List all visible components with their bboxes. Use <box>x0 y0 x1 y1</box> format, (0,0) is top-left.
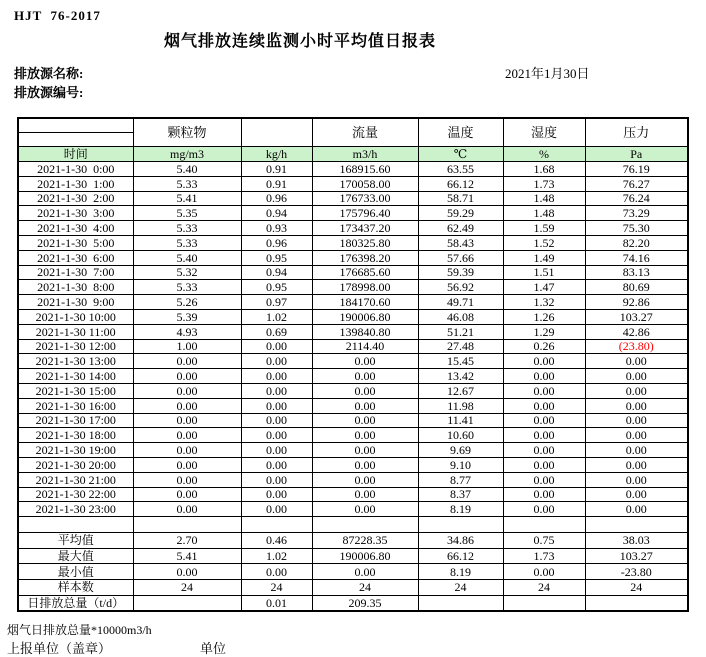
summary-value: 0.00 <box>312 564 418 580</box>
value-cell: 1.00 <box>133 339 241 354</box>
value-cell: 5.41 <box>133 191 241 206</box>
value-cell: 0.00 <box>503 354 585 369</box>
value-cell: 0.00 <box>241 398 312 413</box>
value-cell: 173437.20 <box>312 221 418 236</box>
summary-value: 38.03 <box>585 533 688 549</box>
time-cell: 2021-1-30 12:00 <box>18 339 133 354</box>
value-cell: 76.24 <box>585 191 688 206</box>
value-cell: 0.00 <box>585 354 688 369</box>
value-cell: 0.00 <box>503 457 585 472</box>
table-row <box>18 457 688 472</box>
summary-value: 2.70 <box>133 533 241 549</box>
time-cell: 2021-1-30 9:00 <box>18 295 133 310</box>
value-cell: 5.33 <box>133 280 241 295</box>
value-cell: 1.49 <box>503 250 585 265</box>
value-cell: 5.35 <box>133 206 241 221</box>
summary-value: 1.73 <box>503 548 585 564</box>
col-header-humidity: 湿度 <box>503 118 585 147</box>
summary-row <box>18 579 688 595</box>
value-cell: 0.00 <box>503 502 585 517</box>
summary-row <box>18 548 688 564</box>
summary-value <box>503 595 585 611</box>
value-cell: 0.00 <box>312 383 418 398</box>
value-cell: 170058.00 <box>312 176 418 191</box>
value-cell: 92.86 <box>585 295 688 310</box>
value-cell: 1.48 <box>503 206 585 221</box>
header-spacer-top <box>18 118 133 133</box>
value-cell: 4.93 <box>133 324 241 339</box>
value-cell: 0.00 <box>241 457 312 472</box>
value-cell: 1.68 <box>503 162 585 177</box>
summary-value: 24 <box>418 579 503 595</box>
summary-value: 24 <box>312 579 418 595</box>
value-cell: 0.00 <box>241 354 312 369</box>
value-cell: 0.00 <box>312 398 418 413</box>
value-cell: 0.91 <box>241 162 312 177</box>
value-cell: 1.29 <box>503 324 585 339</box>
value-cell: 82.20 <box>585 235 688 250</box>
value-cell: 5.39 <box>133 309 241 324</box>
blank-row <box>18 517 688 533</box>
unit-mg-m3: mg/m3 <box>133 147 241 162</box>
time-cell: 2021-1-30 23:00 <box>18 502 133 517</box>
value-cell: 9.10 <box>418 457 503 472</box>
value-cell: 1.32 <box>503 295 585 310</box>
time-cell: 2021-1-30 13:00 <box>18 354 133 369</box>
value-cell: 59.39 <box>418 265 503 280</box>
summary-row <box>18 595 688 611</box>
value-cell: 0.00 <box>312 369 418 384</box>
value-cell: 0.93 <box>241 221 312 236</box>
value-cell: 0.00 <box>133 457 241 472</box>
header-spacer-bottom <box>18 133 133 147</box>
value-cell: 0.97 <box>241 295 312 310</box>
summary-value: 1.02 <box>241 548 312 564</box>
value-cell: 0.00 <box>133 383 241 398</box>
value-cell: 0.00 <box>312 487 418 502</box>
value-cell: 139840.80 <box>312 324 418 339</box>
value-cell: 1.73 <box>503 176 585 191</box>
report-unit-label: 上报单位（盖章） <box>7 641 112 656</box>
value-cell: 0.00 <box>585 398 688 413</box>
summary-value: 0.00 <box>133 564 241 580</box>
value-cell: 176398.20 <box>312 250 418 265</box>
time-cell: 2021-1-30 8:00 <box>18 280 133 295</box>
report-table <box>17 117 689 612</box>
value-cell: 0.00 <box>241 369 312 384</box>
value-cell: 0.00 <box>312 413 418 428</box>
value-cell: 2114.40 <box>312 339 418 354</box>
summary-value: 24 <box>585 579 688 595</box>
value-cell: 0.00 <box>503 369 585 384</box>
value-cell: 0.00 <box>503 443 585 458</box>
summary-label: 平均值 <box>18 533 133 549</box>
time-cell: 2021-1-30 5:00 <box>18 235 133 250</box>
table-row <box>18 369 688 384</box>
table-row <box>18 502 688 517</box>
time-cell: 2021-1-30 19:00 <box>18 443 133 458</box>
value-cell: 0.00 <box>241 339 312 354</box>
value-cell: 58.71 <box>418 191 503 206</box>
summary-value: 209.35 <box>312 595 418 611</box>
time-column-header: 时间 <box>18 147 133 162</box>
header-spacer-kgh <box>241 118 312 147</box>
value-cell: 175796.40 <box>312 206 418 221</box>
table-row <box>18 339 688 354</box>
value-cell: 8.19 <box>418 502 503 517</box>
value-cell: 0.00 <box>241 487 312 502</box>
table-row <box>18 206 688 221</box>
value-cell: 51.21 <box>418 324 503 339</box>
value-cell: 15.45 <box>418 354 503 369</box>
value-cell: 62.49 <box>418 221 503 236</box>
value-cell: 13.42 <box>418 369 503 384</box>
summary-value: 103.27 <box>585 548 688 564</box>
table-row <box>18 176 688 191</box>
table-row <box>18 309 688 324</box>
value-cell: 190006.80 <box>312 309 418 324</box>
value-cell: 66.12 <box>418 176 503 191</box>
summary-value <box>133 595 241 611</box>
col-header-flow: 流量 <box>312 118 418 147</box>
value-cell: 0.00 <box>312 472 418 487</box>
unit-label: 单位 <box>200 641 227 656</box>
value-cell: 0.00 <box>133 369 241 384</box>
time-cell: 2021-1-30 7:00 <box>18 265 133 280</box>
summary-value: 0.00 <box>241 564 312 580</box>
value-cell: 11.41 <box>418 413 503 428</box>
col-header-particulate: 颗粒物 <box>133 118 241 147</box>
value-cell: 5.33 <box>133 221 241 236</box>
value-cell: 0.00 <box>503 398 585 413</box>
value-cell: 0.00 <box>133 428 241 443</box>
value-cell: 178998.00 <box>312 280 418 295</box>
summary-value: 66.12 <box>418 548 503 564</box>
summary-value <box>585 595 688 611</box>
summary-row <box>18 564 688 580</box>
time-cell: 2021-1-30 2:00 <box>18 191 133 206</box>
table-row <box>18 235 688 250</box>
table-row <box>18 398 688 413</box>
value-cell: 168915.60 <box>312 162 418 177</box>
value-cell: 5.33 <box>133 176 241 191</box>
value-cell: 0.00 <box>503 472 585 487</box>
value-cell: 180325.80 <box>312 235 418 250</box>
value-cell: 0.00 <box>503 428 585 443</box>
table-row <box>18 413 688 428</box>
table-row <box>18 443 688 458</box>
value-cell: 0.00 <box>585 413 688 428</box>
footnote: 烟气日排放总量*10000m3/h <box>7 623 152 637</box>
summary-label: 日排放总量（t/d） <box>18 595 133 611</box>
value-cell: 0.00 <box>585 383 688 398</box>
value-cell: 0.00 <box>312 502 418 517</box>
summary-value: 87228.35 <box>312 533 418 549</box>
value-cell: 42.86 <box>585 324 688 339</box>
value-cell: 0.00 <box>241 413 312 428</box>
value-cell: 0.95 <box>241 280 312 295</box>
unit-celsius: ℃ <box>418 147 503 162</box>
value-cell: 0.00 <box>133 354 241 369</box>
value-cell: 0.00 <box>585 472 688 487</box>
value-cell: 0.94 <box>241 265 312 280</box>
table-row <box>18 472 688 487</box>
unit-row <box>18 147 688 162</box>
table-row <box>18 487 688 502</box>
value-cell: 1.47 <box>503 280 585 295</box>
value-cell: 1.51 <box>503 265 585 280</box>
value-cell: 103.27 <box>585 309 688 324</box>
value-cell: 0.00 <box>503 383 585 398</box>
value-cell: 1.59 <box>503 221 585 236</box>
value-cell: 0.00 <box>241 502 312 517</box>
time-cell: 2021-1-30 4:00 <box>18 221 133 236</box>
value-cell: 59.29 <box>418 206 503 221</box>
value-cell: 0.00 <box>133 502 241 517</box>
value-cell: 75.30 <box>585 221 688 236</box>
value-cell: 0.96 <box>241 191 312 206</box>
time-cell: 2021-1-30 3:00 <box>18 206 133 221</box>
value-cell: 74.16 <box>585 250 688 265</box>
value-cell: 0.00 <box>133 443 241 458</box>
summary-value: -23.80 <box>585 564 688 580</box>
value-cell: 0.69 <box>241 324 312 339</box>
empty-cell <box>585 517 688 533</box>
group-header-row <box>18 118 688 133</box>
time-cell: 2021-1-30 15:00 <box>18 383 133 398</box>
value-cell: 1.02 <box>241 309 312 324</box>
value-cell: 83.13 <box>585 265 688 280</box>
value-cell: 49.71 <box>418 295 503 310</box>
value-cell: 0.00 <box>312 428 418 443</box>
value-cell: 5.32 <box>133 265 241 280</box>
value-cell: 0.00 <box>585 443 688 458</box>
value-cell: 57.66 <box>418 250 503 265</box>
value-cell: 76.19 <box>585 162 688 177</box>
value-cell: 63.55 <box>418 162 503 177</box>
time-cell: 2021-1-30 11:00 <box>18 324 133 339</box>
summary-row <box>18 533 688 549</box>
empty-cell <box>418 517 503 533</box>
value-cell: 0.00 <box>312 457 418 472</box>
value-cell: 1.26 <box>503 309 585 324</box>
unit-pa: Pa <box>585 147 688 162</box>
value-cell: 0.96 <box>241 235 312 250</box>
value-cell: 0.00 <box>133 398 241 413</box>
value-cell: 56.92 <box>418 280 503 295</box>
time-cell: 2021-1-30 20:00 <box>18 457 133 472</box>
value-cell: 46.08 <box>418 309 503 324</box>
time-cell: 2021-1-30 21:00 <box>18 472 133 487</box>
value-cell: 0.00 <box>585 487 688 502</box>
value-cell: 5.40 <box>133 162 241 177</box>
value-cell: 0.00 <box>241 383 312 398</box>
summary-value: 0.75 <box>503 533 585 549</box>
summary-value: 24 <box>503 579 585 595</box>
time-cell: 2021-1-30 0:00 <box>18 162 133 177</box>
summary-value: 24 <box>241 579 312 595</box>
value-cell: 0.00 <box>503 487 585 502</box>
value-cell: 73.29 <box>585 206 688 221</box>
time-cell: 2021-1-30 14:00 <box>18 369 133 384</box>
value-cell: 5.33 <box>133 235 241 250</box>
summary-label: 样本数 <box>18 579 133 595</box>
value-cell: 0.00 <box>503 413 585 428</box>
summary-value: 5.41 <box>133 548 241 564</box>
value-cell: 0.00 <box>241 428 312 443</box>
empty-cell <box>18 517 133 533</box>
value-cell: 0.00 <box>241 443 312 458</box>
value-cell: (23.80) <box>585 339 688 354</box>
value-cell: 0.91 <box>241 176 312 191</box>
summary-value: 24 <box>133 579 241 595</box>
summary-label: 最大值 <box>18 548 133 564</box>
value-cell: 5.40 <box>133 250 241 265</box>
value-cell: 76.27 <box>585 176 688 191</box>
value-cell: 0.00 <box>585 457 688 472</box>
table-row <box>18 162 688 177</box>
summary-value: 8.19 <box>418 564 503 580</box>
value-cell: 80.69 <box>585 280 688 295</box>
value-cell: 0.00 <box>585 502 688 517</box>
value-cell: 0.26 <box>503 339 585 354</box>
empty-cell <box>503 517 585 533</box>
value-cell: 0.95 <box>241 250 312 265</box>
col-header-pressure: 压力 <box>585 118 688 147</box>
table-row <box>18 221 688 236</box>
report-date: 2021年1月30日 <box>505 66 590 81</box>
summary-value: 190006.80 <box>312 548 418 564</box>
table-row <box>18 428 688 443</box>
table-row <box>18 295 688 310</box>
value-cell: 0.00 <box>133 413 241 428</box>
empty-cell <box>312 517 418 533</box>
summary-label: 最小值 <box>18 564 133 580</box>
table-row <box>18 191 688 206</box>
table-row <box>18 280 688 295</box>
value-cell: 0.00 <box>585 428 688 443</box>
table-row <box>18 324 688 339</box>
source-name-label: 排放源名称: <box>14 66 84 81</box>
value-cell: 0.00 <box>133 472 241 487</box>
value-cell: 11.98 <box>418 398 503 413</box>
time-cell: 2021-1-30 16:00 <box>18 398 133 413</box>
standard-ref: HJT 76-2017 <box>14 8 101 23</box>
value-cell: 10.60 <box>418 428 503 443</box>
time-cell: 2021-1-30 22:00 <box>18 487 133 502</box>
value-cell: 0.00 <box>585 369 688 384</box>
value-cell: 0.00 <box>312 354 418 369</box>
time-cell: 2021-1-30 17:00 <box>18 413 133 428</box>
page-title: 烟气排放连续监测小时平均值日报表 <box>163 33 436 50</box>
value-cell: 12.67 <box>418 383 503 398</box>
value-cell: 8.77 <box>418 472 503 487</box>
value-cell: 0.00 <box>241 472 312 487</box>
summary-value: 0.01 <box>241 595 312 611</box>
table-row <box>18 354 688 369</box>
summary-value: 0.00 <box>503 564 585 580</box>
summary-value <box>418 595 503 611</box>
value-cell: 0.00 <box>133 487 241 502</box>
time-cell: 2021-1-30 10:00 <box>18 309 133 324</box>
unit-percent: % <box>503 147 585 162</box>
value-cell: 0.94 <box>241 206 312 221</box>
value-cell: 176685.60 <box>312 265 418 280</box>
empty-cell <box>241 517 312 533</box>
table-row <box>18 265 688 280</box>
value-cell: 5.26 <box>133 295 241 310</box>
value-cell: 8.37 <box>418 487 503 502</box>
value-cell: 0.00 <box>312 443 418 458</box>
summary-value: 0.46 <box>241 533 312 549</box>
time-cell: 2021-1-30 6:00 <box>18 250 133 265</box>
value-cell: 176733.00 <box>312 191 418 206</box>
value-cell: 1.48 <box>503 191 585 206</box>
table-row <box>18 383 688 398</box>
table-row <box>18 250 688 265</box>
time-cell: 2021-1-30 1:00 <box>18 176 133 191</box>
empty-cell <box>133 517 241 533</box>
value-cell: 27.48 <box>418 339 503 354</box>
data-rows <box>18 162 688 612</box>
value-cell: 184170.60 <box>312 295 418 310</box>
value-cell: 1.52 <box>503 235 585 250</box>
unit-m3-h: m3/h <box>312 147 418 162</box>
unit-kg-h: kg/h <box>241 147 312 162</box>
value-cell: 9.69 <box>418 443 503 458</box>
col-header-temperature: 温度 <box>418 118 503 147</box>
value-cell: 58.43 <box>418 235 503 250</box>
summary-value: 34.86 <box>418 533 503 549</box>
source-code-label: 排放源编号: <box>14 85 84 100</box>
time-cell: 2021-1-30 18:00 <box>18 428 133 443</box>
